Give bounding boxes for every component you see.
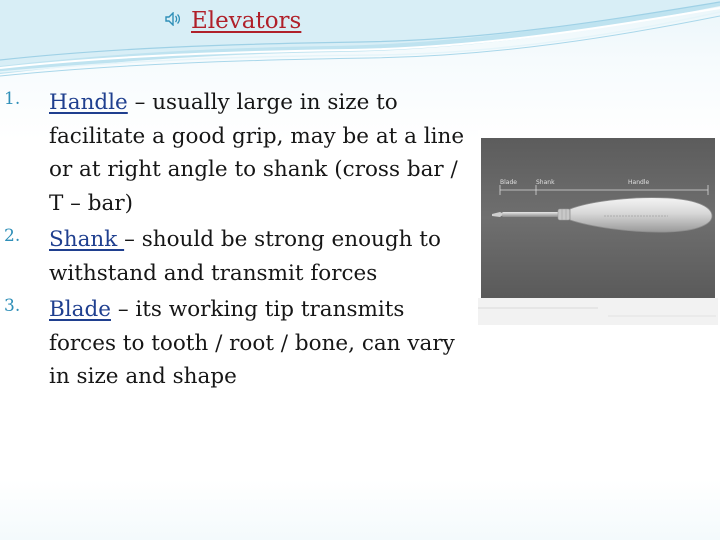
speaker-bullet-glyph	[165, 12, 181, 26]
term-handle: Handle	[49, 90, 128, 115]
label-handle: Handle	[628, 179, 650, 186]
list-item-text	[49, 223, 470, 290]
list-item-shank	[0, 223, 470, 290]
label-blade: Blade	[500, 179, 517, 186]
list-number: 1.	[4, 89, 21, 109]
speaker-bullet-icon	[165, 12, 181, 30]
slide-title-text: Elevators	[191, 8, 302, 34]
elevator-photo-svg	[478, 130, 718, 325]
description-shank: – should be strong enough to withstand and transmit forces	[49, 227, 441, 286]
list-item-text	[49, 293, 470, 394]
description-handle: – usually large in size to facilitate a good grip, may be at a line or at right angle to shank (cross bar / T – bar)	[49, 90, 465, 216]
label-shank: Shank	[536, 179, 555, 186]
list-number: 2.	[4, 226, 21, 246]
numbered-list	[0, 86, 470, 397]
header-wave-decoration	[0, 0, 720, 80]
list-item-handle	[0, 86, 470, 220]
list-item-text	[49, 86, 470, 220]
list-item-blade	[0, 293, 470, 394]
list-number: 3.	[4, 296, 21, 316]
term-shank: Shank	[49, 227, 125, 252]
dental-elevator-photo	[478, 130, 718, 325]
description-blade: – its working tip transmits forces to tooth / root / bone, can vary in size and shape	[49, 297, 455, 389]
term-blade: Blade	[49, 297, 111, 322]
slide-title	[165, 6, 301, 36]
